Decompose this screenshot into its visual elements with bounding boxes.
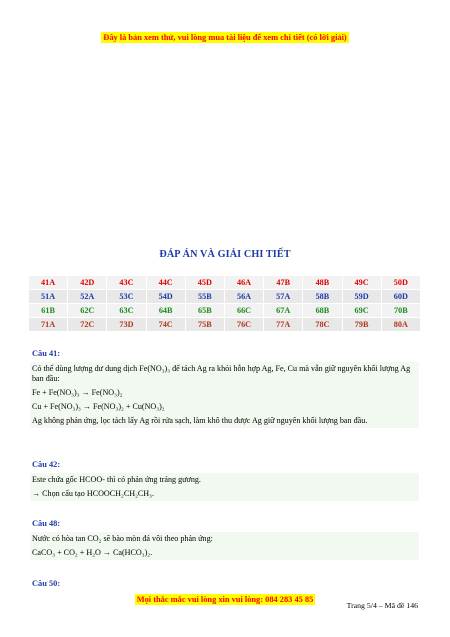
answer-cell: 66C bbox=[224, 304, 263, 318]
answer-cell: 55B bbox=[185, 290, 224, 304]
question-41-solution bbox=[30, 362, 419, 428]
answer-cell: 54D bbox=[146, 290, 185, 304]
question-41-label: Câu 41: bbox=[32, 349, 61, 358]
answer-cell: 56A bbox=[224, 290, 263, 304]
answer-cell: 48B bbox=[303, 276, 342, 290]
solution-line: Este chứa gốc HCOO- thì có phản ứng tráng gương. bbox=[32, 475, 201, 484]
answer-cell: 80A bbox=[381, 318, 420, 332]
solution-line: → Chọn cấu tạo HCOOCH₂CH₂CH₃. bbox=[32, 489, 154, 498]
answer-cell: 52A bbox=[68, 290, 107, 304]
answer-cell: 51A bbox=[29, 290, 68, 304]
answer-cell: 61B bbox=[29, 304, 68, 318]
answer-cell: 41A bbox=[29, 276, 68, 290]
answer-cell: 67A bbox=[264, 304, 303, 318]
answer-cell: 43C bbox=[107, 276, 146, 290]
answer-cell: 45D bbox=[185, 276, 224, 290]
answer-cell: 46A bbox=[224, 276, 263, 290]
solution-line: Ag không phản ứng, lọc tách lấy Ag rồi rửa sạch, làm khô thu được Ag giữ nguyên khối lượng ban đầu. bbox=[32, 416, 368, 425]
answer-cell: 47B bbox=[264, 276, 303, 290]
page-number: Trang 5/4 – Mã đề 146 bbox=[346, 601, 418, 610]
answer-row bbox=[29, 318, 421, 332]
question-42-label: Câu 42: bbox=[32, 460, 61, 469]
answer-cell: 69C bbox=[342, 304, 381, 318]
answer-table bbox=[28, 275, 421, 332]
answer-cell: 65B bbox=[185, 304, 224, 318]
solution-line: CaCO₃ + CO₂ + H₂O → Ca(HCO₃)₂. bbox=[32, 548, 153, 557]
answer-cell: 44C bbox=[146, 276, 185, 290]
question-50-label: Câu 50: bbox=[32, 579, 61, 588]
answer-cell: 58B bbox=[303, 290, 342, 304]
answer-cell: 77A bbox=[264, 318, 303, 332]
page-title: ĐÁP ÁN VÀ GIẢI CHI TIẾT bbox=[159, 249, 291, 260]
question-48-solution bbox=[30, 532, 419, 560]
answer-cell: 78C bbox=[303, 318, 342, 332]
solution-line: Fe + Fe(NO₃)₃ → Fe(NO₃)₂ bbox=[32, 388, 123, 397]
answer-cell: 42D bbox=[68, 276, 107, 290]
question-48-label: Câu 48: bbox=[32, 519, 61, 528]
answer-cell: 62C bbox=[68, 304, 107, 318]
solution-line: Cu + Fe(NO₃)₃ → Fe(NO₃)₂ + Cu(NO₃)₂ bbox=[32, 402, 165, 411]
answer-row bbox=[29, 276, 421, 290]
answer-cell: 72C bbox=[68, 318, 107, 332]
question-42-solution bbox=[30, 473, 419, 501]
preview-banner-text: Đây là bản xem thử, vui lòng mua tài liệu để xem chi tiết (có lời giải) bbox=[103, 33, 347, 42]
solution-line: Nước có hòa tan CO₂ sẽ bào mòn đá vôi theo phản ứng: bbox=[32, 534, 213, 543]
answer-cell: 71A bbox=[29, 318, 68, 332]
answer-cell: 79B bbox=[342, 318, 381, 332]
answer-cell: 63C bbox=[107, 304, 146, 318]
preview-banner bbox=[0, 27, 450, 45]
answer-cell: 59D bbox=[342, 290, 381, 304]
answer-cell: 70B bbox=[381, 304, 420, 318]
answer-cell: 75B bbox=[185, 318, 224, 332]
answer-row bbox=[29, 304, 421, 318]
answer-cell: 68B bbox=[303, 304, 342, 318]
answer-cell: 76C bbox=[224, 318, 263, 332]
answer-row bbox=[29, 290, 421, 304]
answer-cell: 57A bbox=[264, 290, 303, 304]
answer-cell: 74C bbox=[146, 318, 185, 332]
solution-line: Có thể dùng lượng dư dung dịch Fe(NO₃)₃ để tách Ag ra khỏi hỗn hợp Ag, Fe, Cu mà vẫn giữ nguyên khối lượng Ag ban đầu: bbox=[32, 364, 411, 383]
contact-footer-text: Mọi thắc mắc vui lòng xin vui lòng: 084 283 45 85 bbox=[136, 595, 314, 604]
answer-cell: 60D bbox=[381, 290, 420, 304]
answer-cell: 73D bbox=[107, 318, 146, 332]
answer-cell: 50D bbox=[381, 276, 420, 290]
answer-cell: 64B bbox=[146, 304, 185, 318]
answer-cell: 49C bbox=[342, 276, 381, 290]
answer-cell: 53C bbox=[107, 290, 146, 304]
